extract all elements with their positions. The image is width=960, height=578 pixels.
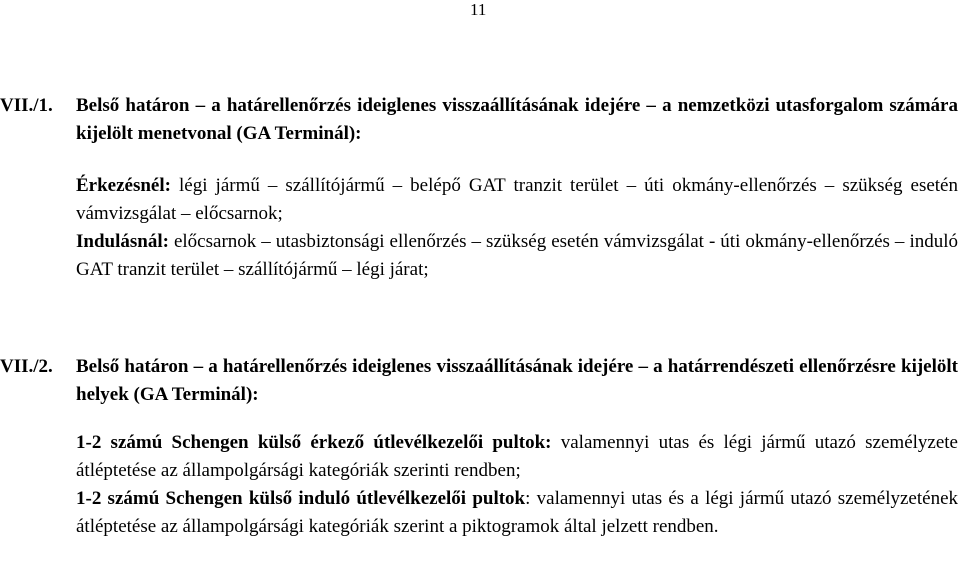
section-vii-1 — [0, 92, 959, 284]
section-vii-2 — [0, 353, 959, 541]
departure-text: előcsarnok – utasbiztonsági ellenőrzés – szükség esetén vámvizsgálat - úti okmány-ellenőrzés – induló GAT tranzit terület – szállítójármű – légi járat; — [76, 231, 959, 280]
departure-label: Indulásnál: — [76, 231, 169, 252]
arrival-label: Érkezésnél: — [76, 175, 171, 196]
arrival-counters-text: valamennyi utas és légi jármű utazó személyzete átléptetése az állampolgársági kategóriák szerinti rendben; — [76, 432, 958, 481]
section-vii-1-title: Belső határon – a határellenőrzés ideiglenes visszaállításának idejére – a nemzetközi utasforgalom számára kijelölt menetvonal (GA Terminál): — [76, 95, 958, 144]
arrival-route — [76, 172, 958, 228]
arrival-text: légi jármű – szállítójármű – belépő GAT tranzit terület – úti okmány-ellenőrzés – szükség esetén vámvizsgálat – előcsarnok; — [76, 175, 958, 224]
departure-counters-label: 1-2 számú Schengen külső induló útlevélkezelői pultok — [76, 488, 526, 509]
arrival-counters-label: 1-2 számú Schengen külső érkező útlevélkezelői pultok: — [76, 432, 552, 453]
page-number: 11 — [470, 0, 487, 19]
departure-counters — [76, 485, 958, 541]
departure-counters-text: : valamennyi utas és a légi jármű utazó személyzetének átléptetése az állampolgársági kategóriák szerint a piktogramok által jelzett rendben. — [76, 488, 959, 537]
section-vii-1-number: VII./1. — [0, 95, 53, 116]
section-vii-2-number: VII./2. — [0, 356, 53, 377]
section-vii-1-heading — [0, 92, 958, 148]
section-vii-2-heading — [0, 353, 958, 409]
section-vii-2-title: Belső határon – a határellenőrzés ideiglenes visszaállításának idejére – a határrendészeti ellenőrzésre kijelölt helyek (GA Terminál): — [76, 356, 958, 405]
arrival-counters — [76, 429, 958, 485]
departure-route — [76, 228, 958, 284]
